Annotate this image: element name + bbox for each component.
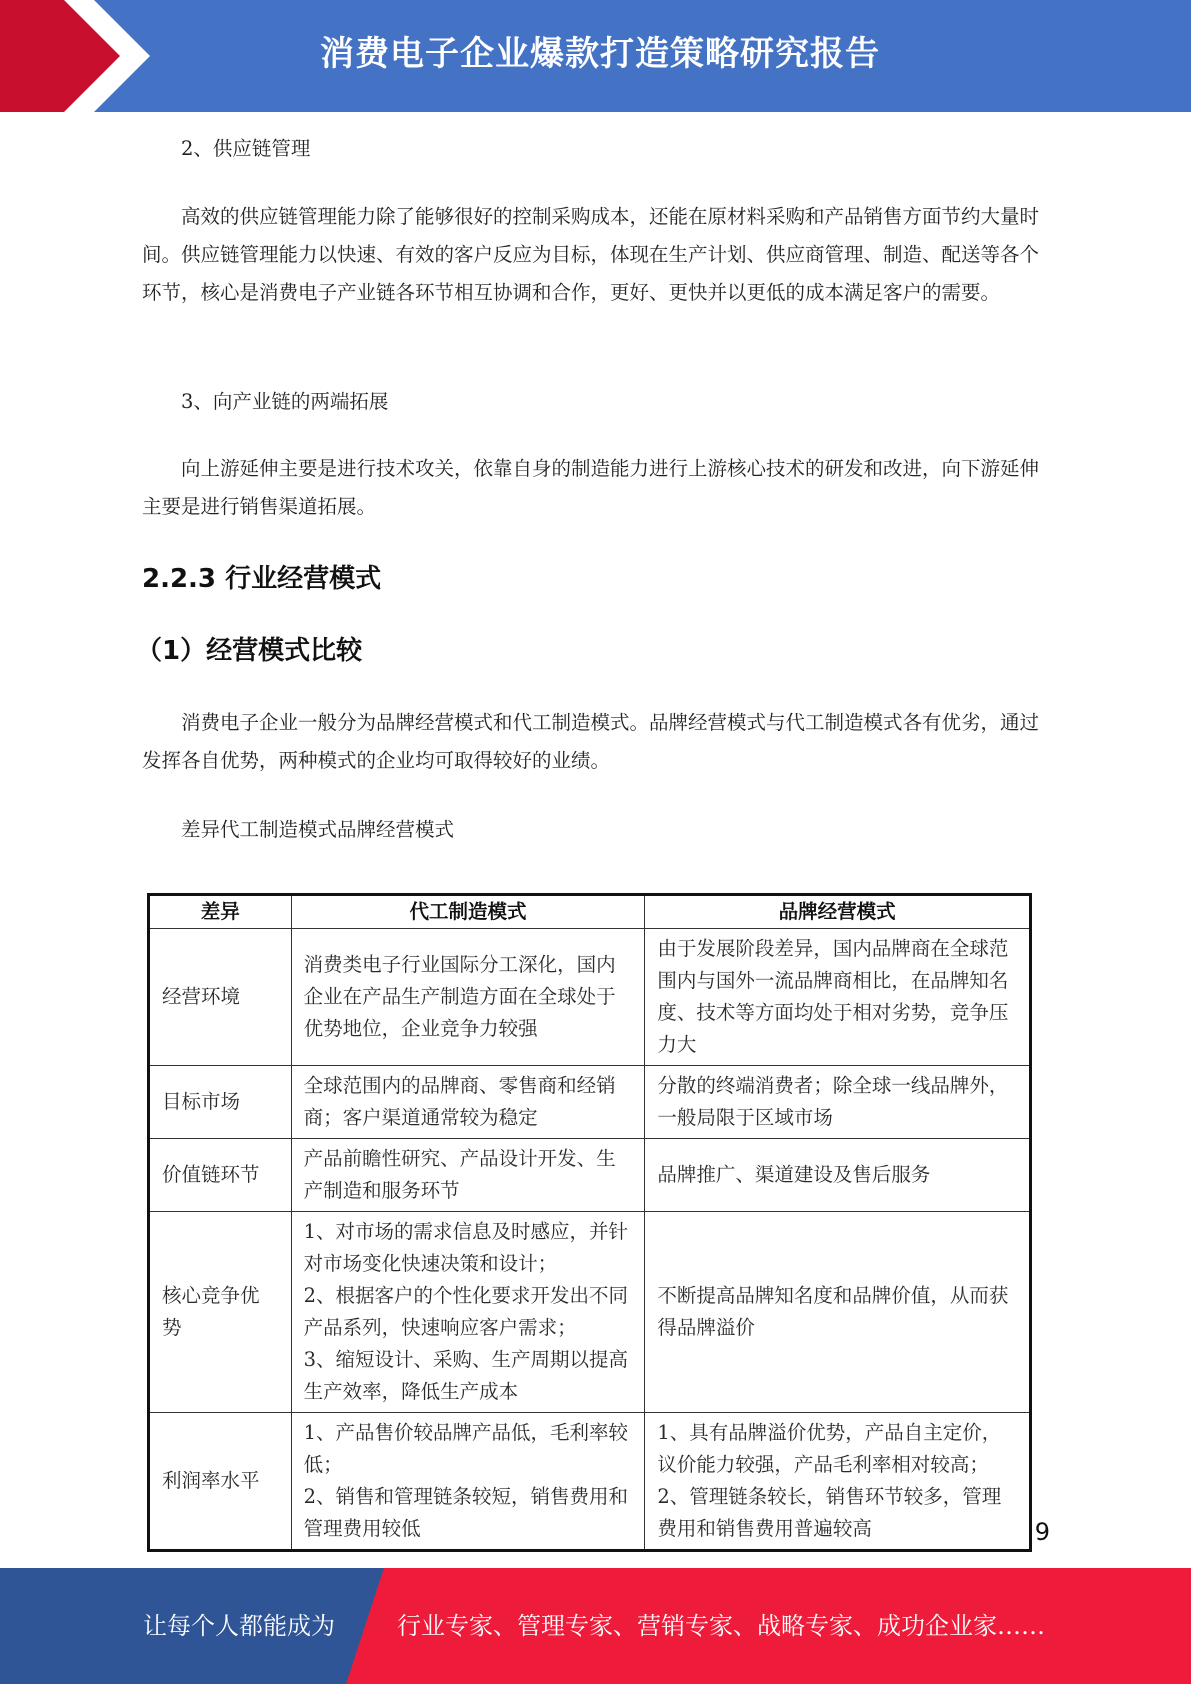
- cell-text: 2、管理链条较长，销售环节较多，管理费用和销售费用普遍较高: [657, 1485, 1002, 1540]
- table-row: [149, 1212, 1031, 1413]
- table-row: [149, 929, 1031, 1066]
- brand-cell: [645, 1066, 1031, 1139]
- cell-text: 1、产品售价较品牌产品低，毛利率较低；: [303, 1421, 628, 1476]
- page-footer: [0, 1568, 1191, 1684]
- page-number: 9: [1034, 1518, 1050, 1546]
- row-label: 核心竞争优势: [149, 1212, 292, 1413]
- table-row: [149, 1066, 1031, 1139]
- paragraph-industry-chain: 向上游延伸主要是进行技术攻关，依靠自身的制造能力进行上游核心技术的研发和改进，向下游延伸主要是进行销售渠道拓展。: [142, 457, 1040, 518]
- paragraph-business-model: 消费电子企业一般分为品牌经营模式和代工制造模式。品牌经营模式与代工制造模式各有优劣，通过发挥各自优势，两种模式的企业均可取得较好的业绩。: [142, 711, 1040, 772]
- brand-cell: [645, 1139, 1031, 1212]
- header-difference: 差异: [149, 895, 292, 929]
- oem-cell: [291, 1413, 645, 1551]
- table-header-row: [149, 895, 1031, 929]
- cell-text: 全球范围内的品牌商、零售商和经销商；客户渠道通常较为稳定: [303, 1074, 616, 1129]
- footer-slogan-left: 让每个人都能成为: [143, 1612, 335, 1640]
- brand-cell: [645, 1212, 1031, 1413]
- oem-cell: [291, 1139, 645, 1212]
- cell-text: 分散的终端消费者；除全球一线品牌外，一般局限于区域市场: [657, 1074, 1009, 1129]
- cell-text: 产品前瞻性研究、产品设计开发、生产制造和服务环节: [303, 1147, 616, 1202]
- oem-cell: [291, 1066, 645, 1139]
- oem-cell: [291, 1212, 645, 1413]
- brand-cell: [645, 1413, 1031, 1551]
- row-label: 经营环境: [149, 929, 292, 1066]
- comparison-table: [147, 893, 1032, 1552]
- subheading-industry-chain: 3、向产业链的两端拓展: [181, 390, 389, 413]
- subheading-supply-chain: 2、供应链管理: [181, 137, 311, 160]
- table-caption: 差异代工制造模式品牌经营模式: [181, 818, 455, 841]
- paragraph-supply-chain: 高效的供应链管理能力除了能够很好的控制采购成本，还能在原材料采购和产品销售方面节约大量时间。供应链管理能力以快速、有效的客户反应为目标，体现在生产计划、供应商管理、制造、配送等各个环节，核心是消费电子产业链各环节相互协调和合作，更好、更快并以更低的成本满足客户的需要。: [142, 205, 1040, 304]
- page-header: [0, 0, 1191, 112]
- table-row: [149, 1413, 1031, 1551]
- brand-cell: [645, 929, 1031, 1066]
- table-row: [149, 1139, 1031, 1212]
- cell-text: 1、对市场的需求信息及时感应，并针对市场变化快速决策和设计；: [303, 1220, 628, 1275]
- subsection-heading: （1）经营模式比较: [136, 636, 363, 666]
- row-label: 目标市场: [149, 1066, 292, 1139]
- oem-cell: [291, 929, 645, 1066]
- cell-text: 3、缩短设计、采购、生产周期以提高生产效率，降低生产成本: [303, 1348, 628, 1403]
- header-oem-mode: 代工制造模式: [291, 895, 645, 929]
- footer-slogan-right: 行业专家、管理专家、营销专家、战略专家、成功企业家……: [397, 1612, 1045, 1640]
- cell-text: 2、根据客户的个性化要求开发出不同产品系列，快速响应客户需求；: [303, 1284, 628, 1339]
- cell-text: 2、销售和管理链条较短，销售费用和管理费用较低: [303, 1485, 628, 1540]
- report-title: 消费电子企业爆款打造策略研究报告: [320, 34, 880, 74]
- cell-text: 1、具有品牌溢价优势，产品自主定价，议价能力较强，产品毛利率相对较高；: [657, 1421, 1002, 1476]
- cell-text: 不断提高品牌知名度和品牌价值，从而获得品牌溢价: [657, 1284, 1009, 1339]
- header-brand-mode: 品牌经营模式: [645, 895, 1031, 929]
- section-heading: 2.2.3 行业经营模式: [142, 564, 382, 594]
- cell-text: 品牌推广、渠道建设及售后服务: [657, 1163, 931, 1186]
- row-label: 利润率水平: [149, 1413, 292, 1551]
- cell-text: 由于发展阶段差异，国内品牌商在全球范围内与国外一流品牌商相比，在品牌知名度、技术等方面均处于相对劣势，竞争压力大: [657, 937, 1009, 1056]
- cell-text: 消费类电子行业国际分工深化，国内企业在产品生产制造方面在全球处于优势地位，企业竞争力较强: [303, 953, 616, 1040]
- row-label: 价值链环节: [149, 1139, 292, 1212]
